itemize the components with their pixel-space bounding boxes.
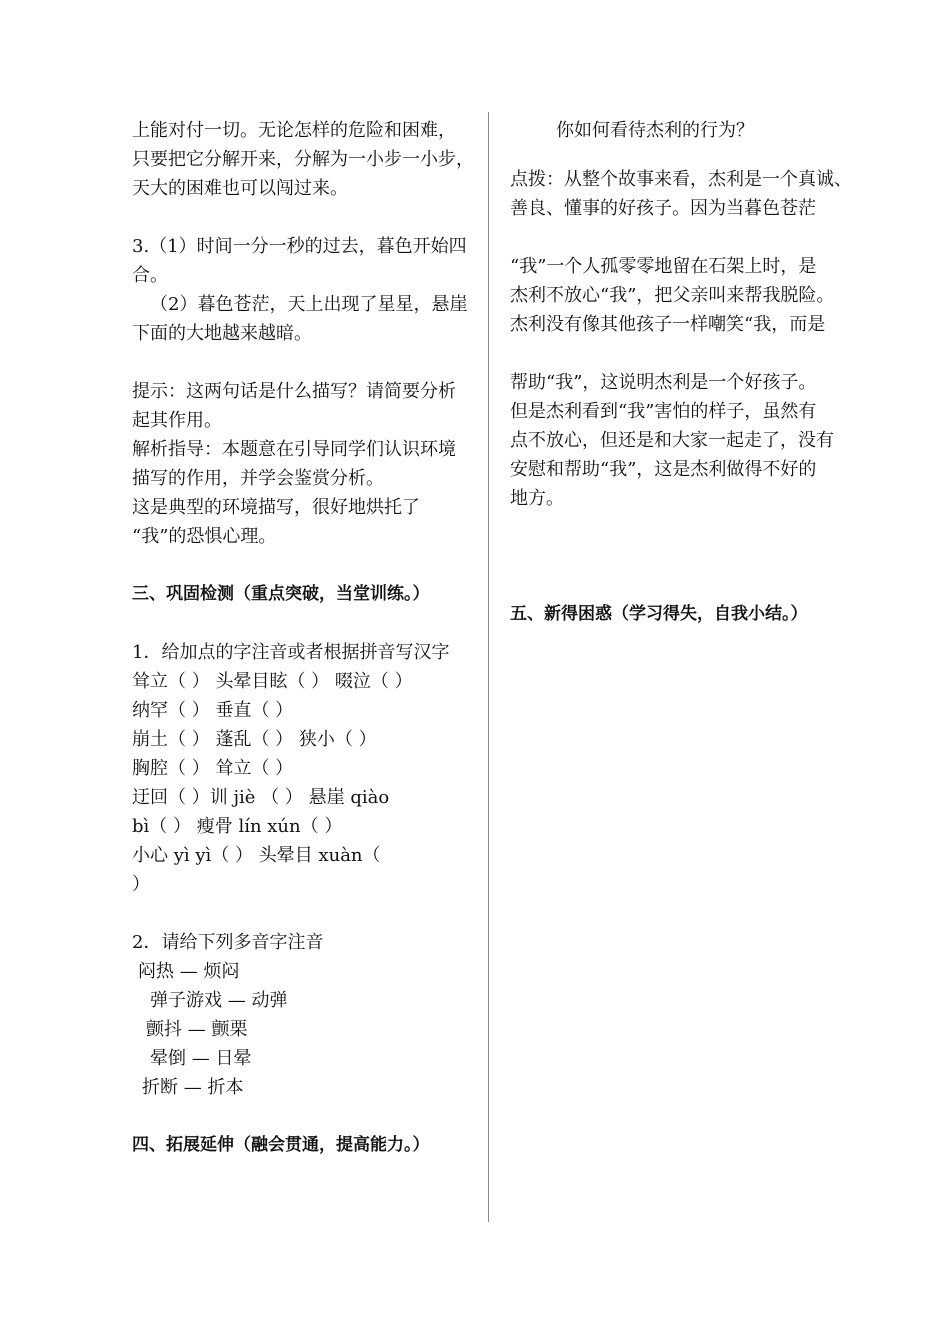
question-1-row: 耸立（ ） 头晕目眩（ ） 啜泣（ ）	[132, 671, 413, 692]
text-line: 点拨：从整个故事来看，杰利是一个真诚、	[510, 169, 852, 190]
left-column	[132, 116, 477, 1160]
question-1-row: 迂回（ ）训 jiè （ ） 悬崖 qiào	[132, 787, 390, 808]
text-line: 帮助“我”，这说明杰利是一个好孩子。	[510, 372, 817, 393]
text-line: 地方。	[510, 488, 564, 509]
text-line: （2）暮色苍茫，天上出现了星星，悬崖	[150, 294, 468, 315]
text-line: “我”的恐惧心理。	[132, 526, 277, 547]
text-line: 上能对付一切。无论怎样的危险和困难，	[132, 120, 456, 141]
question-2-title: 2．请给下列多音字注音	[132, 932, 324, 953]
text-line: 这是典型的环境描写，很好地烘托了	[132, 497, 420, 518]
text-line: 描写的作用，并学会鉴赏分析。	[132, 468, 384, 489]
text-line: 只要把它分解开来，分解为一小步一小步，	[132, 149, 474, 170]
section-heading-5: 五、新得困惑（学习得失，自我小结。）	[510, 604, 808, 624]
text-line: 解析指导：本题意在引导同学们认识环境	[132, 439, 456, 460]
section-heading-4: 四、拓展延伸（融会贯通，提高能力。）	[132, 1135, 430, 1155]
text-line: 但是杰利看到“我”害怕的样子，虽然有	[510, 401, 817, 422]
question-1-row: 胸腔（ ） 耸立（ ）	[132, 758, 294, 779]
question-2-row: 折断 — 折本	[142, 1077, 244, 1098]
text-line: 下面的大地越来越暗。	[132, 323, 312, 344]
question-2-row: 晕倒 — 日晕	[150, 1048, 252, 1069]
text-line: 点不放心，但还是和大家一起走了，没有	[510, 430, 834, 451]
question-2-row: 颤抖 — 颤栗	[146, 1019, 248, 1040]
question-1-title: 1．给加点的字注音或者根据拼音写汉字	[132, 642, 450, 663]
text-line: 合。	[132, 265, 168, 286]
question-1-row: 小心 yì yì（ ） 头晕目 xuàn（	[132, 845, 381, 866]
text-line: 3.（1）时间一分一秒的过去，暮色开始四	[132, 236, 467, 257]
question-1-row: 崩土（ ） 蓬乱（ ） 狭小（ ）	[132, 729, 377, 750]
question-text: 你如何看待杰利的行为？	[556, 120, 754, 141]
text-line: 起其作用。	[132, 410, 222, 431]
text-line: 杰利不放心“我”，把父亲叫来帮我脱险。	[510, 285, 835, 306]
text-line: 善良、懂事的好孩子。因为当暮色苍茫	[510, 198, 816, 219]
text-line: 杰利没有像其他孩子一样嘲笑“我，而是	[510, 314, 826, 335]
question-1-row: bì（ ） 瘦骨 lín xún（ ）	[132, 816, 343, 837]
question-1-row: ）	[132, 874, 150, 895]
text-line: 安慰和帮助“我”，这是杰利做得不好的	[510, 459, 817, 480]
question-2-row: 闷热 — 烦闷	[138, 961, 240, 982]
right-column	[510, 116, 855, 629]
question-1-row: 纳罕（ ） 垂直（ ）	[132, 700, 294, 721]
column-divider	[488, 112, 489, 1222]
question-2-row: 弹子游戏 — 动弹	[150, 990, 288, 1011]
section-heading-3: 三、巩固检测（重点突破，当堂训练。）	[132, 584, 430, 604]
text-line: “我”一个人孤零零地留在石架上时，是	[510, 256, 817, 277]
text-line: 提示：这两句话是什么描写？请简要分析	[132, 381, 456, 402]
text-line: 天大的困难也可以闯过来。	[132, 178, 348, 199]
